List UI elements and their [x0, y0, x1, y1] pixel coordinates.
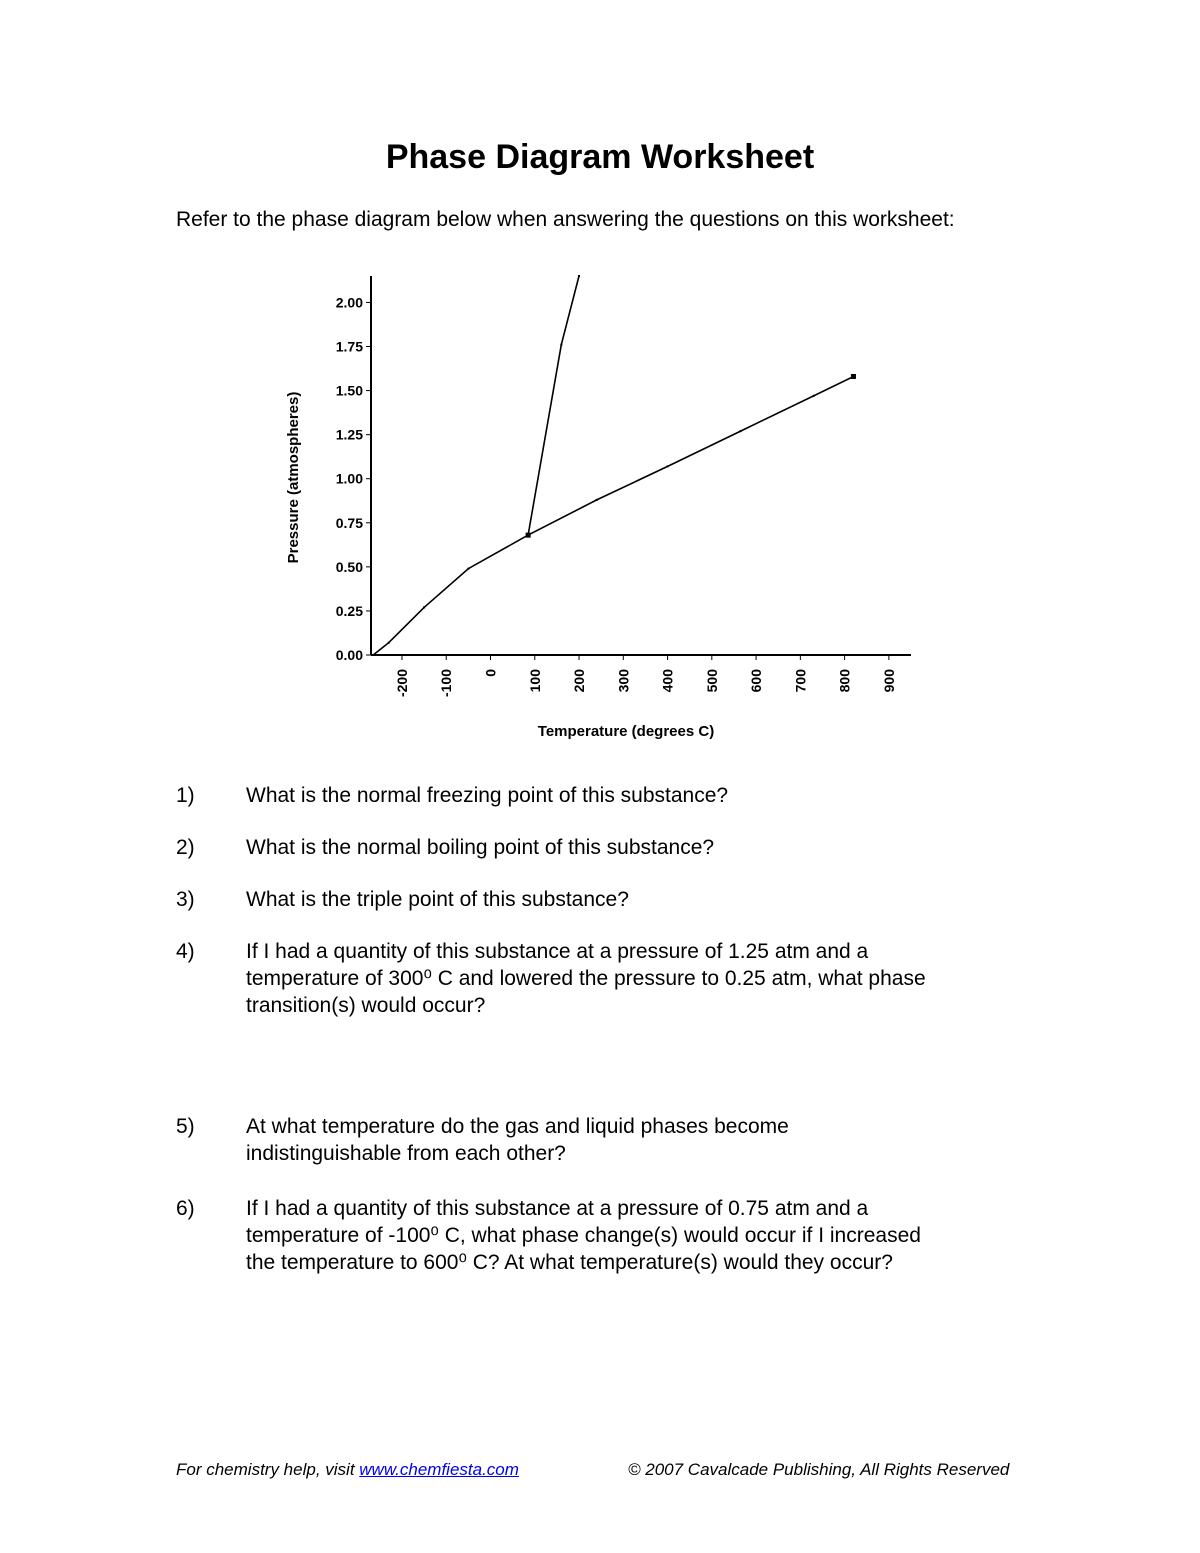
- x-tick-label: 800: [836, 669, 853, 693]
- footer-help-text: For chemistry help, visit: [176, 1460, 360, 1479]
- x-tick-label: 500: [703, 669, 720, 693]
- x-tick-label: -200: [393, 669, 410, 698]
- intro-text: Refer to the phase diagram below when answering the questions on this worksheet:: [176, 208, 955, 231]
- point-marker: [526, 533, 531, 538]
- question-text: What is the triple point of this substance?: [246, 888, 629, 911]
- question-text: What is the normal boiling point of this substance?: [246, 836, 715, 859]
- y-tick-label: 0.75: [335, 514, 363, 531]
- data-point: [388, 642, 390, 644]
- x-tick-label: 200: [571, 669, 588, 693]
- data-point: [560, 344, 562, 346]
- data-point: [578, 275, 580, 277]
- x-tick-label: 400: [659, 669, 676, 693]
- question-number: 3): [176, 888, 195, 911]
- x-tick-label: 900: [880, 669, 897, 693]
- question-number: 6): [176, 1197, 195, 1220]
- data-point: [740, 430, 742, 432]
- y-tick-label: 2.00: [335, 294, 363, 311]
- x-tick-label: 600: [748, 669, 765, 693]
- chemfiesta-link[interactable]: www.chemfiesta.com: [359, 1460, 519, 1479]
- y-tick-label: 1.50: [335, 382, 363, 399]
- y-tick-label: 0.25: [335, 602, 363, 619]
- page-title: Phase Diagram Worksheet: [385, 138, 815, 176]
- y-tick-label: 0.00: [335, 647, 363, 663]
- y-tick-label: 1.75: [335, 338, 363, 355]
- phase-boundary-line-1: [373, 377, 853, 656]
- question-number: 2): [176, 836, 195, 859]
- x-tick-label: 100: [526, 669, 543, 693]
- y-axis-label: Pressure (atmospheres): [285, 391, 302, 564]
- phase-diagram-chart: [250, 262, 950, 752]
- question-number: 5): [176, 1115, 195, 1138]
- data-point: [423, 606, 425, 608]
- x-tick-label: 700: [792, 669, 809, 693]
- data-point: [667, 465, 669, 467]
- question-text: If I had a quantity of this substance at a pressure of 0.75 atm and a temperature of -100⁰ C, what phase change(s) would occur if I increased the temperature to 600⁰ C? At what temperature(s) would they occur?: [246, 1197, 921, 1274]
- footer-help: [176, 1460, 519, 1480]
- x-tick-label: 300: [615, 669, 632, 693]
- question-text: If I had a quantity of this substance at a pressure of 1.25 atm and a temperature of 300⁰ C and lowered the pressure to 0.25 atm, what phase transition(s) would occur?: [246, 940, 926, 1017]
- data-point: [596, 499, 598, 501]
- x-tick-label: -100: [438, 669, 455, 698]
- data-point: [813, 395, 815, 397]
- point-marker: [851, 374, 856, 379]
- x-axis-label: Temperature (degrees C): [537, 723, 715, 740]
- data-point: [467, 568, 469, 570]
- x-tick-label: 0: [482, 669, 499, 677]
- question-text: What is the normal freezing point of this substance?: [246, 784, 729, 807]
- y-tick-label: 0.50: [335, 558, 363, 575]
- question-number: 1): [176, 784, 195, 807]
- question-text: At what temperature do the gas and liquid phases become indistinguishable from each other?: [246, 1115, 789, 1165]
- footer-copyright: © 2007 Cavalcade Publishing, All Rights Reserved: [628, 1460, 1010, 1479]
- question-number: 4): [176, 940, 195, 963]
- phase-boundary-line-2: [528, 276, 579, 535]
- y-tick-label: 1.00: [335, 470, 363, 487]
- y-tick-label: 1.25: [335, 426, 363, 443]
